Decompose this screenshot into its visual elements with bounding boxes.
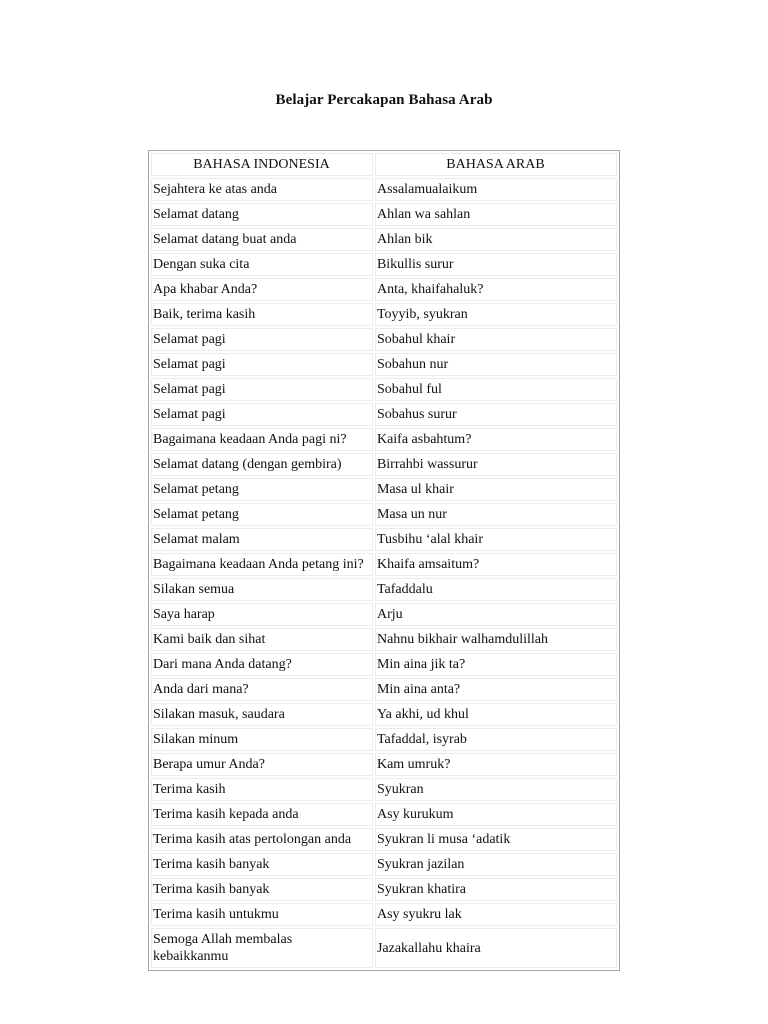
- table-row: [151, 403, 617, 426]
- table-row: [151, 628, 617, 651]
- cell-arabic: Anta, khaifahaluk?: [375, 278, 617, 301]
- cell-arabic: Sobahul ful: [375, 378, 617, 401]
- cell-arabic: Toyyib, syukran: [375, 303, 617, 326]
- cell-indonesian: Semoga Allah membalas kebaikkanmu: [151, 928, 373, 968]
- cell-indonesian: Selamat pagi: [151, 328, 373, 351]
- table-row: [151, 903, 617, 926]
- cell-arabic: Birrahbi wassurur: [375, 453, 617, 476]
- cell-arabic: Masa un nur: [375, 503, 617, 526]
- table-header-row: [151, 153, 617, 176]
- cell-arabic: Tafaddalu: [375, 578, 617, 601]
- cell-indonesian: Terima kasih: [151, 778, 373, 801]
- cell-arabic: Asy syukru lak: [375, 903, 617, 926]
- table-row: [151, 453, 617, 476]
- table-row: [151, 803, 617, 826]
- cell-indonesian: Selamat datang buat anda: [151, 228, 373, 251]
- cell-indonesian: Selamat malam: [151, 528, 373, 551]
- table-row: [151, 378, 617, 401]
- cell-arabic: Kaifa asbahtum?: [375, 428, 617, 451]
- cell-indonesian: Bagaimana keadaan Anda pagi ni?: [151, 428, 373, 451]
- cell-indonesian: Apa khabar Anda?: [151, 278, 373, 301]
- vocabulary-table: [148, 150, 620, 971]
- table-row: [151, 928, 617, 968]
- table-row: [151, 578, 617, 601]
- cell-indonesian: Terima kasih kepada anda: [151, 803, 373, 826]
- cell-indonesian: Selamat petang: [151, 478, 373, 501]
- cell-arabic: Asy kurukum: [375, 803, 617, 826]
- cell-arabic: Assalamualaikum: [375, 178, 617, 201]
- cell-arabic: Tusbihu ‘alal khair: [375, 528, 617, 551]
- table-row: [151, 278, 617, 301]
- table-row: [151, 428, 617, 451]
- table-row: [151, 253, 617, 276]
- cell-arabic: Ahlan bik: [375, 228, 617, 251]
- table-row: [151, 178, 617, 201]
- cell-indonesian: Selamat pagi: [151, 403, 373, 426]
- table-row: [151, 728, 617, 751]
- table-row: [151, 503, 617, 526]
- cell-arabic: Masa ul khair: [375, 478, 617, 501]
- table-row: [151, 353, 617, 376]
- cell-arabic: Arju: [375, 603, 617, 626]
- cell-arabic: Syukran jazilan: [375, 853, 617, 876]
- table-body: [151, 178, 617, 968]
- cell-indonesian: Dari mana Anda datang?: [151, 653, 373, 676]
- table-row: [151, 653, 617, 676]
- cell-arabic: Jazakallahu khaira: [375, 928, 617, 968]
- cell-arabic: Min aina anta?: [375, 678, 617, 701]
- table-row: [151, 603, 617, 626]
- table-row: [151, 553, 617, 576]
- cell-indonesian: Silakan masuk, saudara: [151, 703, 373, 726]
- cell-arabic: Sobahus surur: [375, 403, 617, 426]
- cell-indonesian: Selamat pagi: [151, 378, 373, 401]
- cell-arabic: Ya akhi, ud khul: [375, 703, 617, 726]
- cell-indonesian: Selamat datang: [151, 203, 373, 226]
- cell-arabic: Kam umruk?: [375, 753, 617, 776]
- cell-indonesian: Terima kasih atas pertolongan anda: [151, 828, 373, 851]
- table-row: [151, 678, 617, 701]
- header-bahasa-arab: BAHASA ARAB: [375, 153, 617, 176]
- table-row: [151, 478, 617, 501]
- cell-arabic: Min aina jik ta?: [375, 653, 617, 676]
- cell-indonesian: Anda dari mana?: [151, 678, 373, 701]
- table-row: [151, 828, 617, 851]
- cell-arabic: Tafaddal, isyrab: [375, 728, 617, 751]
- cell-indonesian: Terima kasih banyak: [151, 878, 373, 901]
- cell-indonesian: Dengan suka cita: [151, 253, 373, 276]
- cell-arabic: Sobahul khair: [375, 328, 617, 351]
- table-row: [151, 528, 617, 551]
- cell-indonesian: Silakan minum: [151, 728, 373, 751]
- cell-arabic: Syukran li musa ‘adatik: [375, 828, 617, 851]
- table-row: [151, 878, 617, 901]
- table-row: [151, 303, 617, 326]
- cell-arabic: Syukran khatira: [375, 878, 617, 901]
- cell-arabic: Nahnu bikhair walhamdulillah: [375, 628, 617, 651]
- cell-indonesian: Sejahtera ke atas anda: [151, 178, 373, 201]
- cell-indonesian: Baik, terima kasih: [151, 303, 373, 326]
- cell-indonesian: Selamat datang (dengan gembira): [151, 453, 373, 476]
- page-title: Belajar Percakapan Bahasa Arab: [275, 92, 493, 108]
- header-bahasa-indonesia: BAHASA INDONESIA: [151, 153, 373, 176]
- cell-arabic: Khaifa amsaitum?: [375, 553, 617, 576]
- table-row: [151, 703, 617, 726]
- cell-indonesian: Selamat petang: [151, 503, 373, 526]
- cell-indonesian: Silakan semua: [151, 578, 373, 601]
- table-row: [151, 228, 617, 251]
- table-row: [151, 203, 617, 226]
- cell-indonesian: Terima kasih untukmu: [151, 903, 373, 926]
- cell-indonesian: Kami baik dan sihat: [151, 628, 373, 651]
- cell-indonesian: Saya harap: [151, 603, 373, 626]
- cell-indonesian: Terima kasih banyak: [151, 853, 373, 876]
- cell-arabic: Bikullis surur: [375, 253, 617, 276]
- table-row: [151, 853, 617, 876]
- cell-indonesian: Bagaimana keadaan Anda petang ini?: [151, 553, 373, 576]
- cell-indonesian: Selamat pagi: [151, 353, 373, 376]
- table-row: [151, 778, 617, 801]
- cell-arabic: Sobahun nur: [375, 353, 617, 376]
- table-row: [151, 328, 617, 351]
- table-row: [151, 753, 617, 776]
- cell-indonesian: Berapa umur Anda?: [151, 753, 373, 776]
- cell-arabic: Syukran: [375, 778, 617, 801]
- cell-arabic: Ahlan wa sahlan: [375, 203, 617, 226]
